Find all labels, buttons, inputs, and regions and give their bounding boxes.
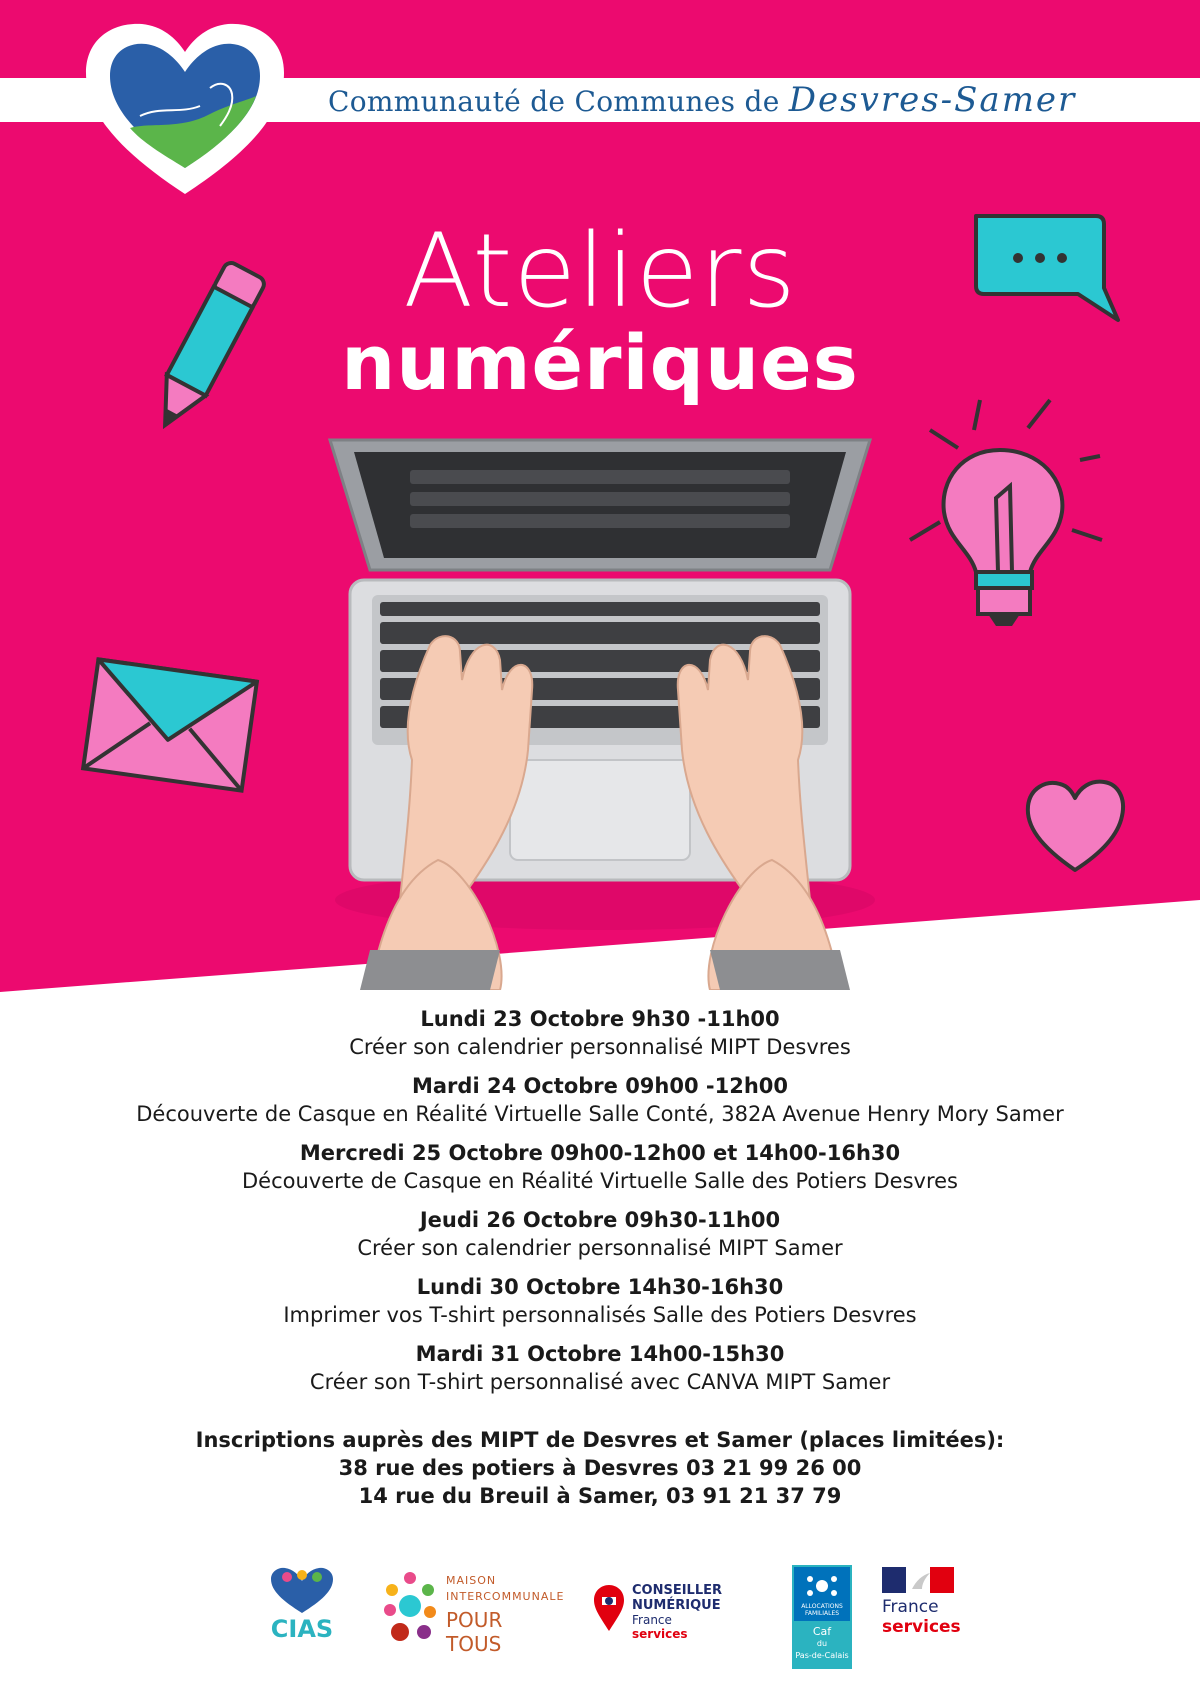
fs-line1: France	[882, 1597, 939, 1617]
event-item	[40, 1072, 1160, 1128]
cias-logo	[262, 1565, 342, 1665]
event-item	[40, 1273, 1160, 1329]
org-name	[328, 80, 1076, 120]
event-date: Mardi 31 Octobre 14h00-15h30	[415, 1342, 785, 1366]
event-desc: Découverte de Casque en Réalité Virtuelle Salle Conté, 382A Avenue Henry Mory Samer	[136, 1102, 1064, 1126]
speech-bubble-icon	[968, 208, 1128, 328]
event-date: Lundi 23 Octobre 9h30 -11h00	[420, 1007, 780, 1031]
event-item	[40, 1139, 1160, 1195]
event-item	[40, 1206, 1160, 1262]
heart-logo	[80, 18, 290, 198]
maison-dots-icon	[380, 1570, 440, 1650]
cias-heart-icon	[267, 1565, 337, 1615]
event-date: Jeudi 26 Octobre 09h30-11h00	[419, 1208, 781, 1232]
caf-line2: FAMILIALES	[804, 1610, 840, 1617]
event-item	[40, 1005, 1160, 1061]
registration-line2: 38 rue des potiers à Desvres 03 21 99 26 00	[338, 1456, 862, 1480]
lightbulb-icon	[900, 390, 1120, 660]
pencil-icon	[140, 250, 270, 450]
laptop-image	[310, 430, 900, 990]
conseiller-logo	[592, 1583, 742, 1663]
caf-line1: ALLOCATIONS	[801, 1603, 843, 1610]
org-place: Desvres-Samer	[788, 80, 1077, 120]
partner-logos	[0, 1565, 1200, 1675]
maison-line1: MAISON	[446, 1574, 497, 1587]
event-date: Mercredi 25 Octobre 09h00-12h00 et 14h00-16h30	[299, 1141, 901, 1165]
event-desc: Créer son calendrier personnalisé MIPT Samer	[357, 1236, 843, 1260]
registration-info	[40, 1426, 1160, 1510]
marianne-icon	[882, 1567, 954, 1593]
france-services-logo	[882, 1567, 972, 1662]
caf-line5: Pas-de-Calais	[795, 1651, 849, 1660]
maison-line3: POUR TOUS	[446, 1608, 503, 1656]
event-desc: Créer son calendrier personnalisé MIPT Desvres	[349, 1035, 851, 1059]
event-desc: Créer son T-shirt personnalisé avec CANVA MIPT Samer	[309, 1370, 891, 1394]
heart-icon	[1020, 770, 1130, 880]
conseiller-line3: France	[632, 1613, 672, 1627]
title-line1: Ateliers	[403, 212, 797, 331]
envelope-icon	[80, 650, 260, 800]
event-list	[40, 1005, 1160, 1407]
cias-label: CIAS	[270, 1615, 334, 1643]
maison-logo	[380, 1570, 565, 1665]
maison-line2: INTERCOMMUNALE	[446, 1590, 565, 1603]
event-desc: Imprimer vos T-shirt personnalisés Salle des Potiers Desvres	[283, 1303, 917, 1327]
org-prefix: Communauté de Communes de	[328, 85, 780, 118]
caf-snowflake-icon	[804, 1571, 840, 1601]
conseiller-line4: services	[632, 1627, 688, 1641]
registration-line1: Inscriptions auprès des MIPT de Desvres et Samer (places limitées):	[195, 1428, 1005, 1452]
map-pin-icon	[592, 1583, 626, 1633]
fs-line2: services	[882, 1617, 961, 1637]
caf-logo	[792, 1565, 852, 1669]
event-date: Mardi 24 Octobre 09h00 -12h00	[411, 1074, 789, 1098]
registration-line3: 14 rue du Breuil à Samer, 03 91 21 37 79	[358, 1484, 842, 1508]
conseiller-line2: NUMÉRIQUE	[632, 1598, 721, 1613]
caf-line4: du	[816, 1639, 828, 1648]
title-line2: numériques	[341, 318, 859, 407]
event-item	[40, 1340, 1160, 1396]
conseiller-line1: CONSEILLER	[632, 1583, 723, 1598]
caf-line3: Caf	[812, 1625, 832, 1638]
event-desc: Découverte de Casque en Réalité Virtuelle Salle des Potiers Desvres	[242, 1169, 958, 1193]
event-date: Lundi 30 Octobre 14h30-16h30	[416, 1275, 784, 1299]
